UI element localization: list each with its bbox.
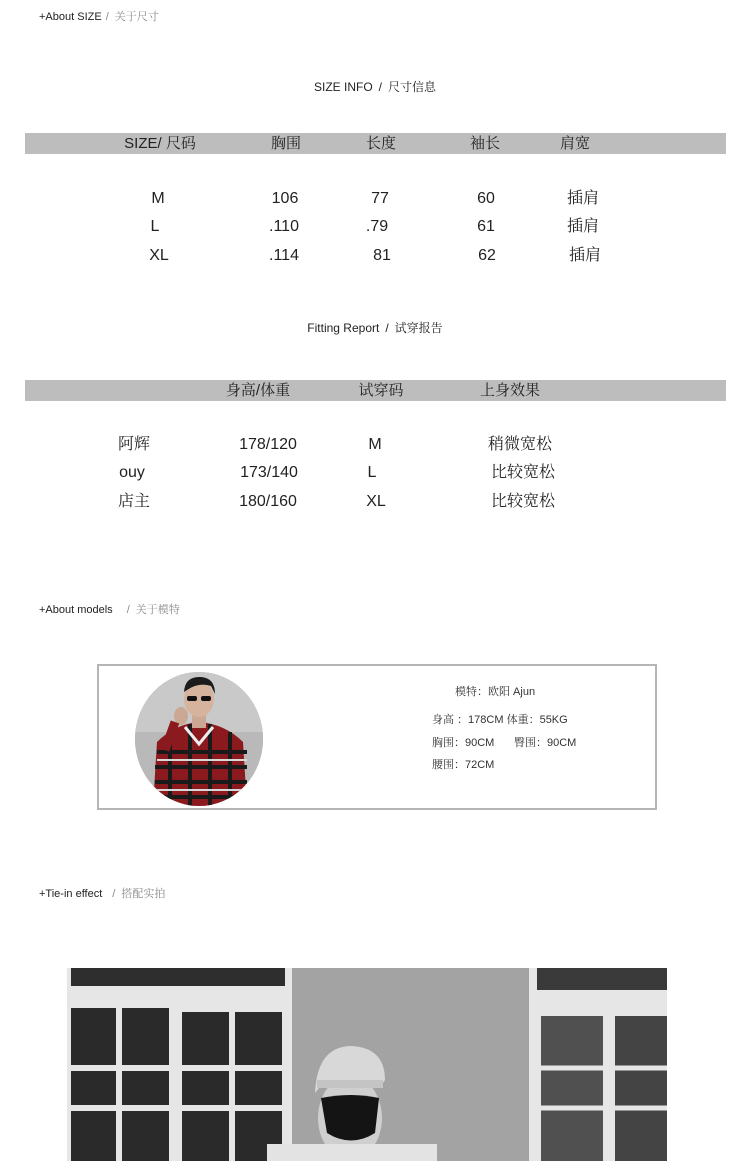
fitting-cell: 比较宽松 bbox=[490, 464, 556, 481]
size-col-chest: 胸围 bbox=[270, 135, 302, 152]
about-size-slash: / bbox=[105, 11, 109, 23]
model-hip: 臀围：90CM bbox=[514, 737, 577, 749]
size-cell: 插肩 bbox=[566, 218, 600, 235]
fit-col-height-weight: 身高/体重 bbox=[225, 382, 291, 399]
size-cell: .110 bbox=[269, 218, 299, 235]
fitting-row bbox=[0, 433, 750, 457]
fitting-report-sub: 试穿报告 bbox=[394, 321, 443, 335]
fit-col-size: 试穿码 bbox=[358, 382, 404, 399]
size-cell: 77 bbox=[371, 190, 389, 207]
fitting-cell: L bbox=[367, 464, 377, 481]
outfit-photo-image bbox=[67, 968, 667, 1161]
fitting-cell: M bbox=[368, 436, 382, 453]
fitting-table-header bbox=[25, 380, 726, 401]
fitting-report-slash: / bbox=[385, 321, 389, 335]
size-col-sleeve: 袖长 bbox=[469, 135, 501, 152]
fitting-cell: 阿辉 bbox=[117, 436, 151, 453]
tie-in-slash: / bbox=[112, 888, 116, 900]
tie-in-label: +Tie-in effect bbox=[39, 888, 103, 900]
size-col-shoulder: 肩宽 bbox=[559, 135, 591, 152]
about-models-heading bbox=[39, 601, 180, 617]
fitting-report-title bbox=[0, 319, 750, 336]
fitting-cell: 店主 bbox=[117, 493, 151, 510]
model-card bbox=[97, 664, 657, 810]
fit-col-effect: 上身效果 bbox=[479, 382, 541, 399]
fitting-cell: XL bbox=[366, 493, 386, 510]
about-models-sub: 关于模特 bbox=[135, 604, 180, 616]
about-models-label: +About models bbox=[39, 604, 113, 616]
model-waist: 腰围：72CM bbox=[432, 759, 495, 771]
size-cell: 60 bbox=[477, 190, 495, 207]
size-col-size: SIZE/ 尺码 bbox=[124, 135, 196, 152]
model-avatar bbox=[135, 672, 263, 806]
about-size-label: +About SIZE bbox=[39, 11, 102, 23]
about-models-slash: / bbox=[126, 604, 130, 616]
size-row bbox=[0, 187, 750, 211]
size-cell: 61 bbox=[477, 218, 495, 235]
size-cell: .114 bbox=[269, 247, 299, 264]
fitting-cell: 180/160 bbox=[239, 493, 297, 510]
size-cell: L bbox=[150, 218, 160, 235]
size-cell: 81 bbox=[373, 247, 391, 264]
size-col-length: 长度 bbox=[365, 135, 397, 152]
fitting-row bbox=[0, 490, 750, 514]
size-table-header bbox=[25, 133, 726, 154]
fitting-cell: 比较宽松 bbox=[490, 493, 556, 510]
tie-in-heading bbox=[39, 885, 165, 901]
size-cell: .79 bbox=[365, 218, 389, 235]
model-name: 模特：欧阳 Ajun bbox=[455, 686, 536, 698]
fitting-row bbox=[0, 461, 750, 485]
size-cell: XL bbox=[149, 247, 169, 264]
size-info-title bbox=[0, 78, 750, 95]
size-cell: M bbox=[151, 190, 165, 207]
size-cell: 62 bbox=[478, 247, 496, 264]
fitting-cell: ouy bbox=[119, 464, 145, 481]
fitting-cell: 173/140 bbox=[240, 464, 298, 481]
model-height-weight: 身高 ：178CM 体重：55KG bbox=[432, 714, 568, 726]
model-chest: 胸围：90CM bbox=[432, 737, 495, 749]
size-info-label: SIZE INFO bbox=[313, 80, 373, 94]
size-cell: 插肩 bbox=[566, 190, 600, 207]
size-cell: 106 bbox=[271, 190, 299, 207]
size-row bbox=[0, 244, 750, 268]
size-cell: 插肩 bbox=[568, 247, 602, 264]
fitting-cell: 稍微宽松 bbox=[487, 436, 553, 453]
about-size-heading bbox=[39, 8, 159, 24]
tie-in-sub: 搭配实拍 bbox=[121, 888, 166, 900]
fitting-cell: 178/120 bbox=[239, 436, 297, 453]
size-info-sub: 尺寸信息 bbox=[388, 80, 437, 94]
fitting-report-label: Fitting Report bbox=[307, 321, 380, 335]
size-row bbox=[0, 215, 750, 239]
size-info-slash: / bbox=[378, 80, 382, 94]
model-avatar-photo bbox=[135, 672, 263, 806]
about-size-sub: 关于尺寸 bbox=[114, 11, 159, 23]
outfit-photo bbox=[67, 968, 667, 1161]
